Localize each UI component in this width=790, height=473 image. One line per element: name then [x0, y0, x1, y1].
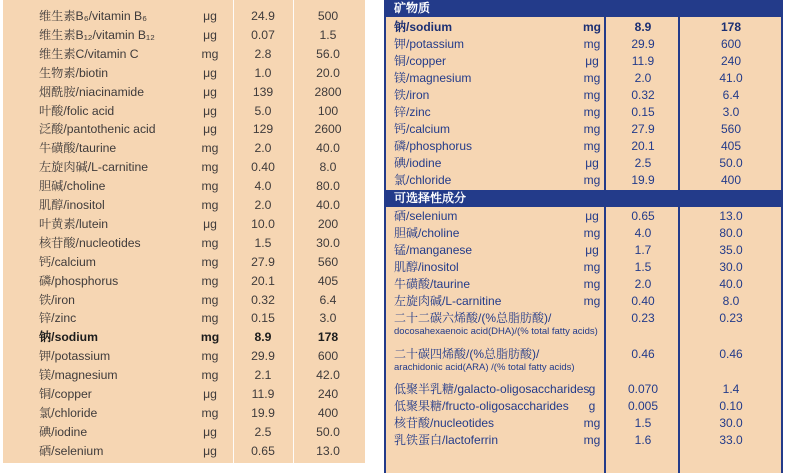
nutrient-unit: μg	[203, 27, 217, 42]
value-per-100g: 6.4	[319, 292, 337, 307]
nutrient-unit: μg	[585, 156, 599, 170]
nutrient-unit: mg	[201, 368, 219, 383]
value-per-100g: 30.0	[316, 235, 340, 250]
value-per-100g: 400	[720, 173, 742, 187]
nutrient-name: 维生素B₁₂/vitamin B₁₂	[39, 27, 155, 42]
value-per-100kj: 1.5	[254, 235, 272, 250]
nutrient-name: 泛酸/pantothenic acid	[39, 122, 156, 137]
nutrient-name: 镁/magnesium	[394, 71, 472, 85]
nutrient-subtitle: docosahexaenoic acid(DHA)/(% total fatty acids)	[394, 326, 598, 337]
nutrient-name: 铁/iron	[39, 292, 75, 307]
value-per-100kj: 2.0	[254, 198, 272, 212]
value-per-100g: 1.5	[319, 27, 337, 42]
table-row	[386, 275, 781, 293]
table-row	[3, 83, 365, 101]
nutrient-unit: μg	[203, 65, 217, 80]
table-row	[386, 120, 781, 138]
value-per-100kj: 0.005	[627, 399, 659, 413]
value-per-100g: 8.0	[722, 294, 740, 308]
table-row	[386, 258, 781, 276]
value-per-100g: 0.46	[719, 347, 743, 361]
nutrient-unit: g	[588, 399, 596, 413]
nutrient-unit: μg	[203, 424, 217, 439]
nutrient-unit: mg	[583, 260, 601, 274]
table-row	[386, 154, 781, 172]
nutrient-name: 氯/chloride	[39, 405, 98, 420]
value-per-100kj: 139	[252, 84, 274, 99]
nutrient-name: 碘/iodine	[39, 424, 88, 439]
table-row	[3, 309, 365, 327]
value-per-100g: 8.0	[319, 160, 337, 175]
table-row	[3, 64, 365, 82]
value-per-100g: 400	[317, 405, 339, 420]
value-per-100kj: 19.9	[631, 173, 655, 187]
nutrient-name: 肌醇/inositol	[39, 198, 105, 212]
nutrient-name: 硒/selenium	[39, 443, 104, 458]
value-per-100kj: 0.070	[627, 382, 659, 396]
value-per-100g: 35.0	[719, 243, 743, 257]
nutrient-unit: μg	[203, 122, 217, 137]
nutrient-unit: mg	[583, 139, 601, 153]
nutrient-unit: mg	[201, 160, 219, 175]
nutrient-unit: mg	[583, 105, 601, 119]
value-per-100kj: 8.9	[634, 20, 652, 34]
table-row	[386, 103, 781, 121]
value-per-100kj: 2.0	[634, 71, 652, 85]
table-row	[3, 366, 365, 384]
value-per-100g: 20.0	[316, 65, 340, 80]
value-per-100kj: 27.9	[631, 122, 655, 136]
nutrient-unit: g	[588, 382, 596, 396]
table-row	[3, 102, 365, 120]
table-row	[3, 234, 365, 252]
nutrient-name: 核苷酸/nucleotides	[39, 235, 141, 250]
nutrient-unit: mg	[201, 311, 219, 326]
nutrient-unit: mg	[583, 433, 601, 447]
table-row	[386, 431, 781, 449]
nutrient-name: 左旋肉碱/L-carnitine	[394, 294, 502, 308]
value-per-100kj: 0.65	[631, 209, 655, 223]
value-per-100kj: 27.9	[251, 254, 275, 269]
nutrient-unit: mg	[583, 71, 601, 85]
value-per-100g: 0.10	[719, 399, 743, 413]
table-row	[3, 385, 365, 403]
nutrient-unit: mg	[201, 198, 219, 212]
value-per-100kj: 2.5	[634, 156, 652, 170]
nutrient-name: 锰/manganese	[394, 243, 473, 257]
nutrient-name: 钠/sodium	[394, 20, 453, 34]
nutrient-name: 胆碱/choline	[39, 179, 106, 194]
value-per-100kj: 29.9	[631, 37, 655, 51]
value-per-100kj: 0.65	[251, 443, 275, 458]
value-per-100g: 80.0	[719, 226, 743, 240]
nutrient-unit: μg	[203, 103, 217, 118]
nutrient-unit: mg	[200, 330, 220, 345]
value-per-100kj: 20.1	[631, 139, 655, 153]
nutrient-name: 维生素B₆/vitamin B₆	[39, 9, 148, 23]
nutrient-name: 镁/magnesium	[39, 368, 118, 383]
table-row	[3, 291, 365, 309]
value-per-100kj: 11.9	[251, 387, 275, 401]
value-per-100g: 41.0	[719, 71, 743, 85]
nutrient-name: 钾/potassium	[39, 349, 111, 364]
value-per-100g: 33.0	[719, 433, 743, 447]
nutrient-name: 左旋肉碱/L-carnitine	[39, 160, 149, 175]
table-row	[3, 120, 365, 138]
value-per-100g: 560	[720, 122, 742, 136]
value-per-100g: 30.0	[719, 260, 743, 274]
table-row	[386, 52, 781, 70]
value-per-100kj: 19.9	[251, 405, 275, 420]
table-row	[3, 177, 365, 195]
table-row	[386, 224, 781, 242]
value-per-100g: 240	[720, 54, 742, 68]
nutrient-name: 肌醇/inositol	[394, 260, 459, 274]
nutrient-unit: mg	[583, 226, 601, 240]
nutrient-name: 生物素/biotin	[39, 65, 109, 80]
table-row	[386, 35, 781, 53]
nutrient-unit: mg	[201, 254, 219, 269]
value-per-100g: 13.0	[316, 443, 340, 458]
value-per-100kj: 8.9	[254, 330, 272, 345]
nutrient-unit: μg	[203, 216, 217, 231]
nutrient-unit: mg	[201, 141, 219, 156]
value-per-100g: 40.0	[316, 198, 340, 212]
value-per-100g: 240	[317, 387, 339, 401]
nutrient-unit: mg	[201, 405, 219, 420]
nutrient-unit: μg	[203, 387, 217, 401]
value-per-100kj: 0.40	[251, 160, 275, 175]
nutrient-unit: mg	[583, 277, 601, 291]
nutrient-unit: mg	[583, 122, 601, 136]
table-row	[3, 328, 365, 346]
value-per-100kj: 2.8	[254, 46, 272, 61]
nutrient-name: 锌/zinc	[39, 311, 77, 326]
optional-section-header: 可选择性成分	[386, 190, 781, 207]
table-row	[386, 397, 781, 415]
nutrient-name: 硒/selenium	[394, 209, 458, 223]
nutrient-subtitle: arachidonic acid(ARA) /(% total fatty acids)	[394, 362, 575, 373]
table-row	[386, 345, 781, 363]
value-per-100g: 42.0	[316, 368, 340, 383]
value-per-100kj: 0.32	[251, 292, 275, 307]
nutrient-unit: mg	[201, 292, 219, 307]
value-per-100g: 600	[317, 349, 339, 364]
value-per-100kj: 1.5	[634, 260, 652, 274]
table-row	[386, 380, 781, 398]
nutrient-unit: μg	[203, 443, 217, 458]
nutrient-name: 铜/copper	[39, 387, 92, 401]
nutrient-unit: mg	[201, 179, 219, 194]
table-row	[386, 86, 781, 104]
value-per-100g: 40.0	[316, 141, 340, 156]
nutrient-name: 铁/iron	[394, 88, 430, 102]
value-per-100kj: 1.6	[634, 433, 652, 447]
nutrient-name: 低聚半乳糖/galacto-oligosaccharides	[394, 382, 590, 396]
value-per-100kj: 24.9	[251, 9, 275, 23]
value-per-100g: 80.0	[316, 179, 340, 194]
nutrient-unit: μg	[585, 209, 599, 223]
table-row	[3, 158, 365, 176]
value-per-100g: 13.0	[719, 209, 743, 223]
nutrient-name: 钾/potassium	[394, 37, 465, 51]
value-per-100kj: 2.0	[254, 141, 272, 156]
value-per-100kj: 29.9	[251, 349, 275, 364]
value-per-100kj: 0.07	[251, 27, 275, 42]
table-row	[3, 442, 365, 460]
value-per-100kj: 2.5	[254, 424, 272, 439]
nutrient-name: 牛磺酸/taurine	[394, 277, 471, 291]
nutrient-name: 二十碳四烯酸/(%总脂肪酸)/	[394, 347, 540, 361]
nutrient-name: 钙/calcium	[39, 254, 96, 269]
nutrient-name: 铜/copper	[394, 54, 447, 68]
value-per-100g: 100	[317, 103, 339, 118]
minerals-section-header: 矿物质	[386, 0, 781, 17]
value-per-100g: 1.4	[722, 382, 740, 396]
table-row	[386, 137, 781, 155]
table-row	[3, 404, 365, 422]
nutrient-unit: μg	[203, 9, 217, 23]
value-per-100kj: 129	[252, 122, 274, 137]
value-per-100g: 56.0	[316, 46, 340, 61]
nutrient-unit: mg	[201, 349, 219, 364]
value-per-100kj: 0.46	[631, 347, 655, 361]
value-per-100kj: 0.15	[631, 105, 655, 119]
value-per-100kj: 10.0	[251, 216, 275, 231]
nutrient-unit: mg	[583, 294, 601, 308]
nutrient-unit: mg	[583, 88, 601, 102]
nutrient-unit: mg	[583, 173, 601, 187]
table-row	[3, 196, 365, 214]
value-per-100kj: 0.15	[251, 311, 275, 326]
value-per-100g: 178	[720, 20, 742, 34]
nutrient-name: 钙/calcium	[394, 122, 451, 136]
nutrient-name: 氯/chloride	[394, 173, 452, 187]
value-per-100g: 600	[720, 37, 742, 51]
nutrient-name: 烟酰胺/niacinamide	[39, 84, 144, 99]
value-per-100g: 405	[720, 139, 742, 153]
value-per-100kj: 2.1	[254, 368, 272, 383]
value-per-100kj: 4.0	[254, 179, 272, 194]
table-row	[386, 171, 781, 189]
value-per-100g: 2800	[314, 84, 342, 99]
table-row	[386, 241, 781, 259]
table-row	[3, 253, 365, 271]
value-per-100kj: 0.23	[631, 311, 655, 325]
nutrient-name: 磷/phosphorus	[39, 273, 119, 288]
value-per-100g: 560	[317, 254, 339, 269]
value-per-100g: 50.0	[719, 156, 743, 170]
nutrient-unit: mg	[201, 46, 219, 61]
value-per-100g: 3.0	[722, 105, 740, 119]
table-row	[386, 292, 781, 310]
table-row	[386, 414, 781, 432]
nutrient-name: 叶酸/folic acid	[39, 103, 115, 118]
nutrient-name: 乳铁蛋白/lactoferrin	[394, 433, 499, 447]
value-per-100g: 40.0	[719, 277, 743, 291]
nutrient-unit: mg	[583, 416, 601, 430]
table-row	[386, 18, 781, 36]
value-per-100kj: 0.40	[631, 294, 655, 308]
nutrient-name: 钠/sodium	[39, 330, 98, 345]
value-per-100kj: 20.1	[251, 273, 275, 288]
nutrient-name: 叶黄素/lutein	[39, 216, 109, 231]
value-per-100g: 178	[317, 330, 339, 345]
table-row	[3, 347, 365, 365]
nutrient-name: 锌/zinc	[394, 105, 431, 119]
right-nutrition-table	[384, 0, 783, 473]
nutrient-name: 维生素C/vitamin C	[39, 46, 139, 61]
table-row	[386, 69, 781, 87]
value-per-100kj: 1.7	[634, 243, 652, 257]
value-per-100kj: 11.9	[631, 54, 655, 68]
value-per-100kj: 1.0	[254, 65, 272, 80]
nutrient-unit: mg	[583, 20, 601, 34]
table-row	[3, 45, 365, 63]
value-per-100kj: 4.0	[634, 226, 652, 240]
nutrient-name: 牛磺酸/taurine	[39, 141, 117, 156]
nutrient-name: 低聚果糖/fructo-oligosaccharides	[394, 399, 569, 413]
nutrient-unit: mg	[201, 235, 219, 250]
nutrient-unit: mg	[583, 37, 601, 51]
nutrient-name: 碘/iodine	[394, 156, 442, 170]
nutrient-name: 二十二碳六烯酸/(%总脂肪酸)/	[394, 311, 552, 325]
value-per-100g: 200	[317, 216, 339, 231]
nutrient-unit: mg	[201, 273, 219, 288]
nutrient-unit: μg	[203, 84, 217, 99]
value-per-100g: 405	[317, 273, 339, 288]
left-nutrition-table	[3, 0, 365, 463]
table-row	[3, 7, 365, 25]
table-row	[3, 272, 365, 290]
value-per-100g: 500	[317, 9, 339, 23]
nutrient-unit: μg	[585, 243, 599, 257]
value-per-100kj: 5.0	[254, 103, 272, 118]
table-row	[3, 423, 365, 441]
table-row	[3, 26, 365, 44]
nutrient-name: 磷/phosphorus	[394, 139, 473, 153]
table-row	[3, 215, 365, 233]
value-per-100g: 30.0	[719, 416, 743, 430]
table-row	[3, 139, 365, 157]
value-per-100kj: 1.5	[634, 416, 652, 430]
value-per-100g: 6.4	[722, 88, 740, 102]
nutrient-name: 胆碱/choline	[394, 226, 460, 240]
value-per-100kj: 2.0	[634, 277, 652, 291]
nutrient-unit: μg	[585, 54, 599, 68]
value-per-100g: 0.23	[719, 311, 743, 325]
value-per-100g: 3.0	[319, 311, 337, 326]
table-row	[386, 207, 781, 225]
table-row	[386, 309, 781, 327]
value-per-100g: 50.0	[316, 424, 340, 439]
nutrient-name: 核苷酸/nucleotides	[394, 416, 495, 430]
value-per-100g: 2600	[314, 122, 342, 137]
value-per-100kj: 0.32	[631, 88, 655, 102]
